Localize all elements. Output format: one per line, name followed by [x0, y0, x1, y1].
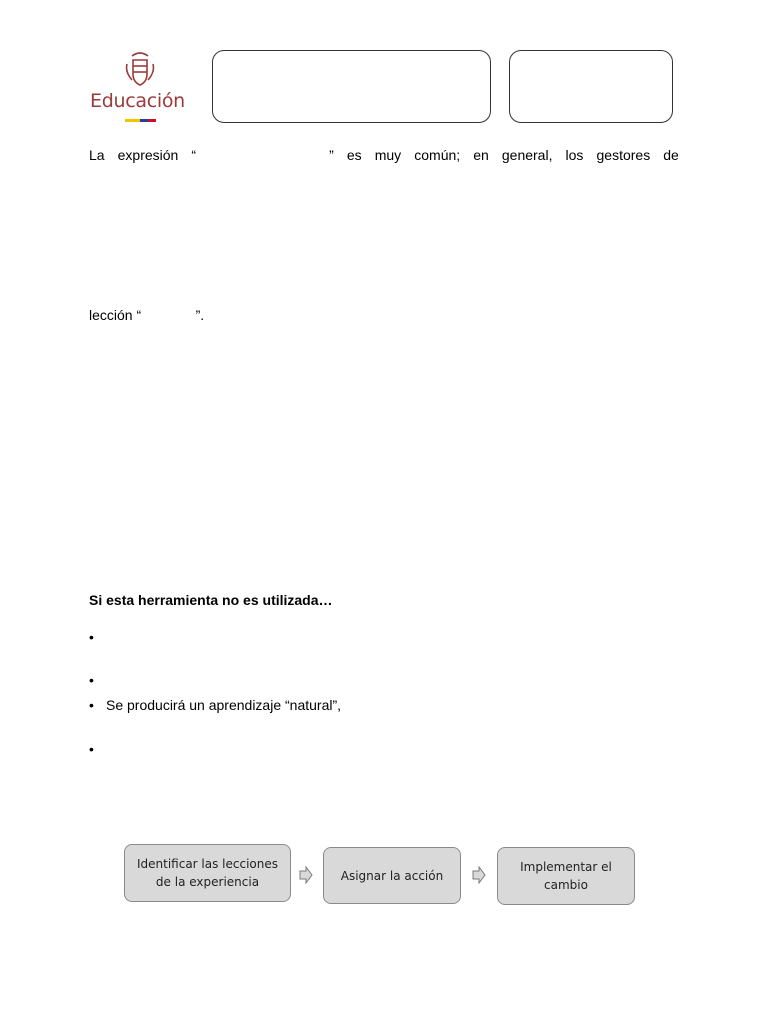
word: los — [565, 147, 584, 163]
flag-blue — [140, 119, 148, 122]
flow-step-assign — [323, 847, 461, 904]
arrow-right-icon — [472, 866, 486, 884]
list-item-text: Se producirá un aprendizaje “natural”, — [106, 697, 342, 713]
flag-yellow — [125, 119, 140, 122]
list-item — [89, 671, 106, 689]
header-box-code — [509, 50, 673, 123]
logo-wordmark: Educación — [90, 90, 185, 112]
word: La — [89, 147, 105, 163]
flow-step-identify — [124, 844, 291, 902]
word: expresión — [117, 147, 179, 163]
arrow-right-icon — [299, 866, 313, 884]
bullet-icon: • — [89, 672, 94, 688]
word: muy — [374, 147, 402, 163]
flag-red — [148, 119, 156, 122]
flow-step-line: Implementar el — [520, 860, 612, 874]
flow-step-line: cambio — [544, 878, 588, 892]
word: es — [346, 147, 362, 163]
list-item — [89, 628, 106, 646]
flag-stripe — [125, 119, 156, 122]
bullet-icon: • — [89, 697, 94, 713]
bullet-icon: • — [89, 741, 94, 757]
word: de — [663, 147, 679, 163]
word: general, — [501, 147, 553, 163]
word: gestores — [596, 147, 651, 163]
flow-step-line: de la experiencia — [155, 875, 260, 889]
flow-step-line: Identificar las lecciones — [136, 857, 279, 871]
header-box-title — [212, 50, 491, 123]
word: “ — [191, 147, 197, 163]
word: común; — [414, 147, 461, 163]
flow-step-implement — [497, 847, 635, 905]
coat-of-arms-icon — [122, 50, 158, 90]
section-heading: Si esta herramienta no es utilizada… — [89, 592, 333, 608]
flow-step-line: Asignar la acción — [340, 868, 444, 883]
intro-paragraph-line2: lección “ ”. — [89, 307, 205, 323]
bullet-icon: • — [89, 629, 94, 645]
word: ” — [329, 147, 334, 163]
list-item — [89, 740, 106, 758]
word: en — [473, 147, 489, 163]
education-logo — [88, 50, 198, 126]
list-item — [89, 696, 341, 714]
intro-paragraph-line1 — [89, 146, 679, 164]
